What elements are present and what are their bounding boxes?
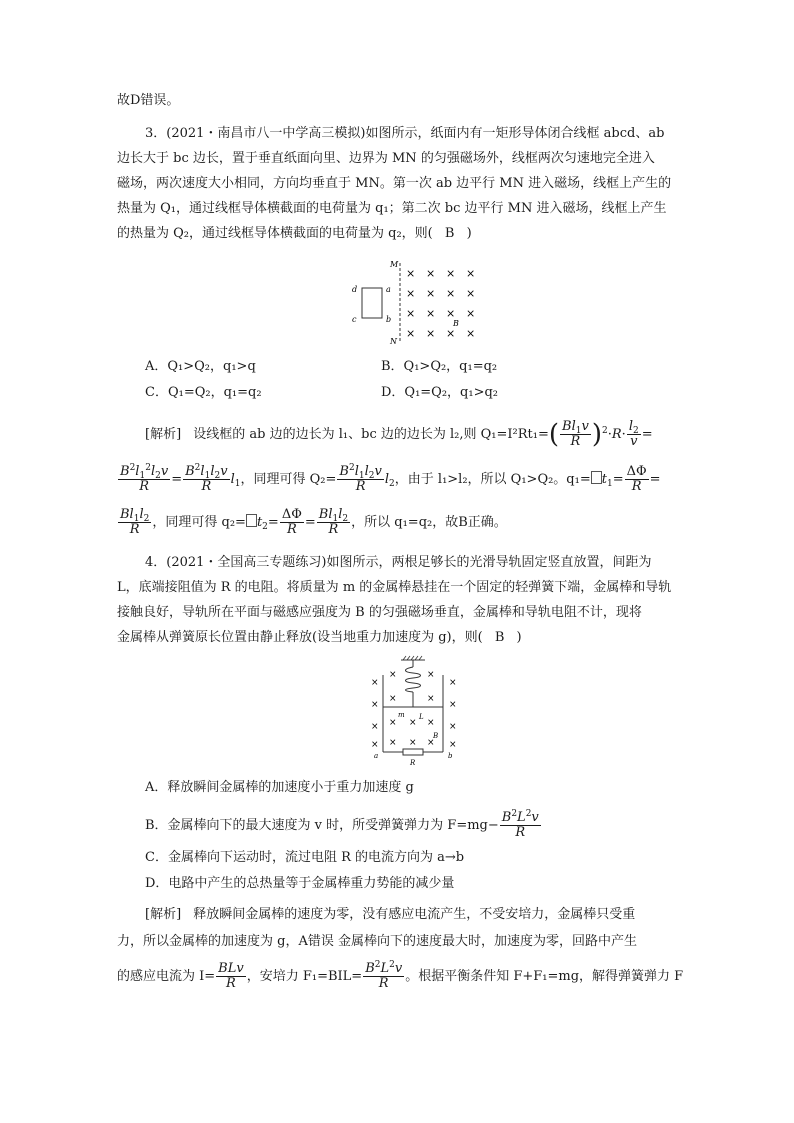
label-R: R (410, 759, 416, 767)
field-cross: × (427, 670, 435, 680)
q4-analysis-tag: [解析] (145, 907, 182, 922)
q3-option-a: A．Q₁>Q₂，q₁>q (145, 359, 256, 374)
field-cross: × (466, 327, 476, 340)
field-cross: × (406, 267, 416, 280)
q4-stem-4: 金属棒从弹簧原长位置由静止释放(设当地重力加速度为 g)，则( (117, 630, 483, 645)
q4-stem-1: 如图所示，两根足够长的光滑导轨固定竖直放置，间距为 (326, 555, 652, 570)
q4-option-a: A．释放瞬间金属棒的加速度小于重力加速度 g (145, 780, 414, 795)
q3-rect-loop-figure (340, 255, 490, 350)
field-cross: × (371, 678, 379, 688)
label-d: d (352, 285, 358, 294)
magnetic-field-crosses (371, 670, 457, 750)
q4-analysis-line-1 (145, 905, 635, 925)
field-cross: × (406, 307, 416, 320)
q3-number: 3． (145, 126, 167, 141)
q4-number: 4． (145, 555, 167, 570)
q4-answer: B (494, 630, 505, 645)
field-cross: × (406, 287, 416, 300)
q4-close: ) (516, 630, 522, 645)
q4-option-b: B．金属棒向下的最大速度为 v 时，所受弹簧弹力为 F=mg− (145, 818, 499, 833)
label-B: B (453, 319, 459, 328)
field-cross: × (426, 327, 436, 340)
field-cross: × (371, 740, 379, 750)
field-cross: × (446, 267, 456, 280)
field-cross: × (446, 327, 456, 340)
q4-option-d: D．电路中产生的总热量等于金属棒重力势能的减少量 (145, 876, 455, 891)
field-cross: × (449, 700, 457, 710)
q3-answer: B (444, 226, 455, 241)
field-cross: × (426, 287, 436, 300)
q3-line-1 (145, 124, 664, 144)
label-m: m (398, 711, 405, 719)
q4-analysis-3b: ，安培力 F₁=BIL= (246, 969, 363, 984)
field-cross: × (389, 718, 397, 728)
q3-stem-3: 磁场，两次速度大小相同，方向均垂直于 MN。第一次 ab 边平行 MN 进入磁场，线框上产生的 (117, 176, 672, 191)
q4-analysis-2: 力，所以金属棒的加速度为 g，A错误 金属棒向下的速度最大时，加速度为零，回路中产生 (117, 934, 637, 949)
field-cross: × (427, 718, 435, 728)
q4-analysis-line-3: 的感应电流为 I= $\frac{\text{BLv}}{R}$ ，安培力 F₁=BIL= $\frac{B^2L^2v}{R}$ 。根据平衡条件知 F+F₁=mg，解得弹簧弹力 F (117, 960, 684, 991)
field-cross: × (466, 307, 476, 320)
magnetic-field-crosses (406, 267, 475, 340)
q3-analysis-2a: 同理可得 Q₂= (253, 472, 337, 487)
label-a: a (386, 285, 391, 294)
field-cross: × (426, 307, 436, 320)
q3-source: (2021・南昌市八一中学高三模拟) (166, 126, 366, 141)
q3-stem-5: 的热量为 Q₂，通过线框导体横截面的电荷量为 q₂，则( (117, 226, 433, 241)
q4-line-1 (145, 553, 652, 573)
intro-line: 故D错误。 (117, 93, 180, 108)
label-M: M (390, 260, 399, 269)
q4-analysis-3a: 的感应电流为 I= (117, 969, 216, 984)
field-cross: × (427, 738, 435, 748)
label-b: b (386, 315, 392, 324)
label-c: c (352, 315, 357, 324)
field-cross: × (449, 740, 457, 750)
q3-analysis-3b: 所以 q₁=q₂，故B正确。 (364, 515, 507, 530)
q3-analysis-line-1: [解析] 设线框的 ab 边的边长为 l₁、bc 边的边长为 l₂,则 Q₁=I²Rt₁=( $\frac{Bl_1v}{R}$ )$^2$·R· $\frac{l_2}{v}$ = (145, 419, 653, 450)
q4-option-c: C．金属棒向下运动时，流过电阻 R 的电流方向为 a→b (145, 850, 465, 865)
q4-analysis-1: 释放瞬间金属棒的速度为零，没有感应电流产生，不受安培力，金属棒只受重 (193, 907, 636, 922)
field-cross: × (409, 738, 417, 748)
field-cross: × (426, 267, 436, 280)
label-b: b (448, 752, 453, 760)
field-cross: × (427, 694, 435, 704)
q3-analysis-3a: 同理可得 q₂= (165, 515, 246, 530)
q4-analysis-3c: 。根据平衡条件知 F+F₁=mg，解得弹簧弹力 F (405, 969, 684, 984)
field-cross: × (449, 678, 457, 688)
q3-analysis-line-3: $\frac{Bl_1l_2}{R}$ ，同理可得 $q_2= t_2=$ $\frac{\Delta\Phi}{R}$ = $\frac{Bl_1l_2}{R}$ ，所以 q₁=q₂，故B正确。 (120, 507, 507, 537)
label-N: N (390, 337, 397, 346)
q3-analysis-line-2: $\frac{B^2l_1^2l_2v}{R}$ = $\frac{B^2l_1l_2v}{R}$ $l_1$，同理可得 Q₂= $\frac{B^2l_1l_2v}{R}$ $l_2$，由于 l₁>l₂，所以 Q₁>Q₂。$q_1= t_1=$ $\frac{\Delta\Phi}{R}$ = (120, 463, 661, 494)
field-cross: × (406, 327, 416, 340)
q3-option-b: B．Q₁>Q₂，q₁=q₂ (381, 359, 498, 374)
field-cross: × (409, 718, 417, 728)
field-cross: × (371, 722, 379, 732)
q3-analysis-2b: ，由于 l₁>l₂，所以 Q₁>Q₂。q₁= (394, 472, 591, 487)
field-cross: × (466, 267, 476, 280)
q4-stem-3: 接触良好，导轨所在平面与磁感应强度为 B 的匀强磁场垂直，金属棒和导轨电阻不计，现将 (117, 605, 642, 620)
loop-rect (362, 288, 382, 318)
label-L: L (419, 713, 424, 721)
q3-stem-2: 边长大于 bc 边长，置于垂直纸面向里、边界为 MN 的匀强磁场外，线框两次匀速地完全进入 (117, 151, 655, 166)
q4-stem-4-line (117, 628, 522, 648)
q4-rail-spring-figure (363, 655, 463, 767)
field-cross: × (446, 287, 456, 300)
q3-option-c: C．Q₁=Q₂，q₁=q₂ (145, 385, 262, 400)
q3-stem-4: 热量为 Q₁，通过线框导体横截面的电荷量为 q₁；第二次 bc 边平行 MN 进入磁场，线框上产生 (117, 201, 667, 216)
q4-stem-2: L，底端接阻值为 R 的电阻。将质量为 m 的金属棒悬挂在一个固定的轻弹簧下端，金属棒和导轨 (117, 580, 672, 595)
field-cross: × (389, 670, 397, 680)
spring-icon (406, 667, 421, 692)
field-cross: × (446, 307, 456, 320)
q3-analysis-tag: [解析] (145, 427, 182, 442)
field-cross: × (371, 700, 379, 710)
field-cross: × (389, 694, 397, 704)
field-cross: × (449, 722, 457, 732)
q3-stem-5-line (117, 224, 472, 244)
q3-analysis-1: 设线框的 ab 边的边长为 l₁、bc 边的边长为 l₂,则 Q₁=I²Rt₁= (193, 427, 549, 442)
resistor-icon (403, 749, 423, 755)
q4-source: (2021・全国高三专题练习) (166, 555, 327, 570)
field-cross: × (389, 738, 397, 748)
field-cross: × (466, 287, 476, 300)
q3-option-d: D．Q₁=Q₂，q₁>q₂ (381, 385, 499, 400)
q3-close: ) (466, 226, 472, 241)
label-B: B (433, 732, 439, 740)
ceiling-hatch (403, 656, 422, 660)
q4-option-b-line: B．金属棒向下的最大速度为 v 时，所受弹簧弹力为 F=mg− $\frac{B^2L^2v}{R}$ (145, 809, 539, 840)
label-a: a (374, 752, 379, 760)
q3-stem-1: 如图所示，纸面内有一矩形导体闭合线框 abcd、ab (365, 126, 665, 141)
